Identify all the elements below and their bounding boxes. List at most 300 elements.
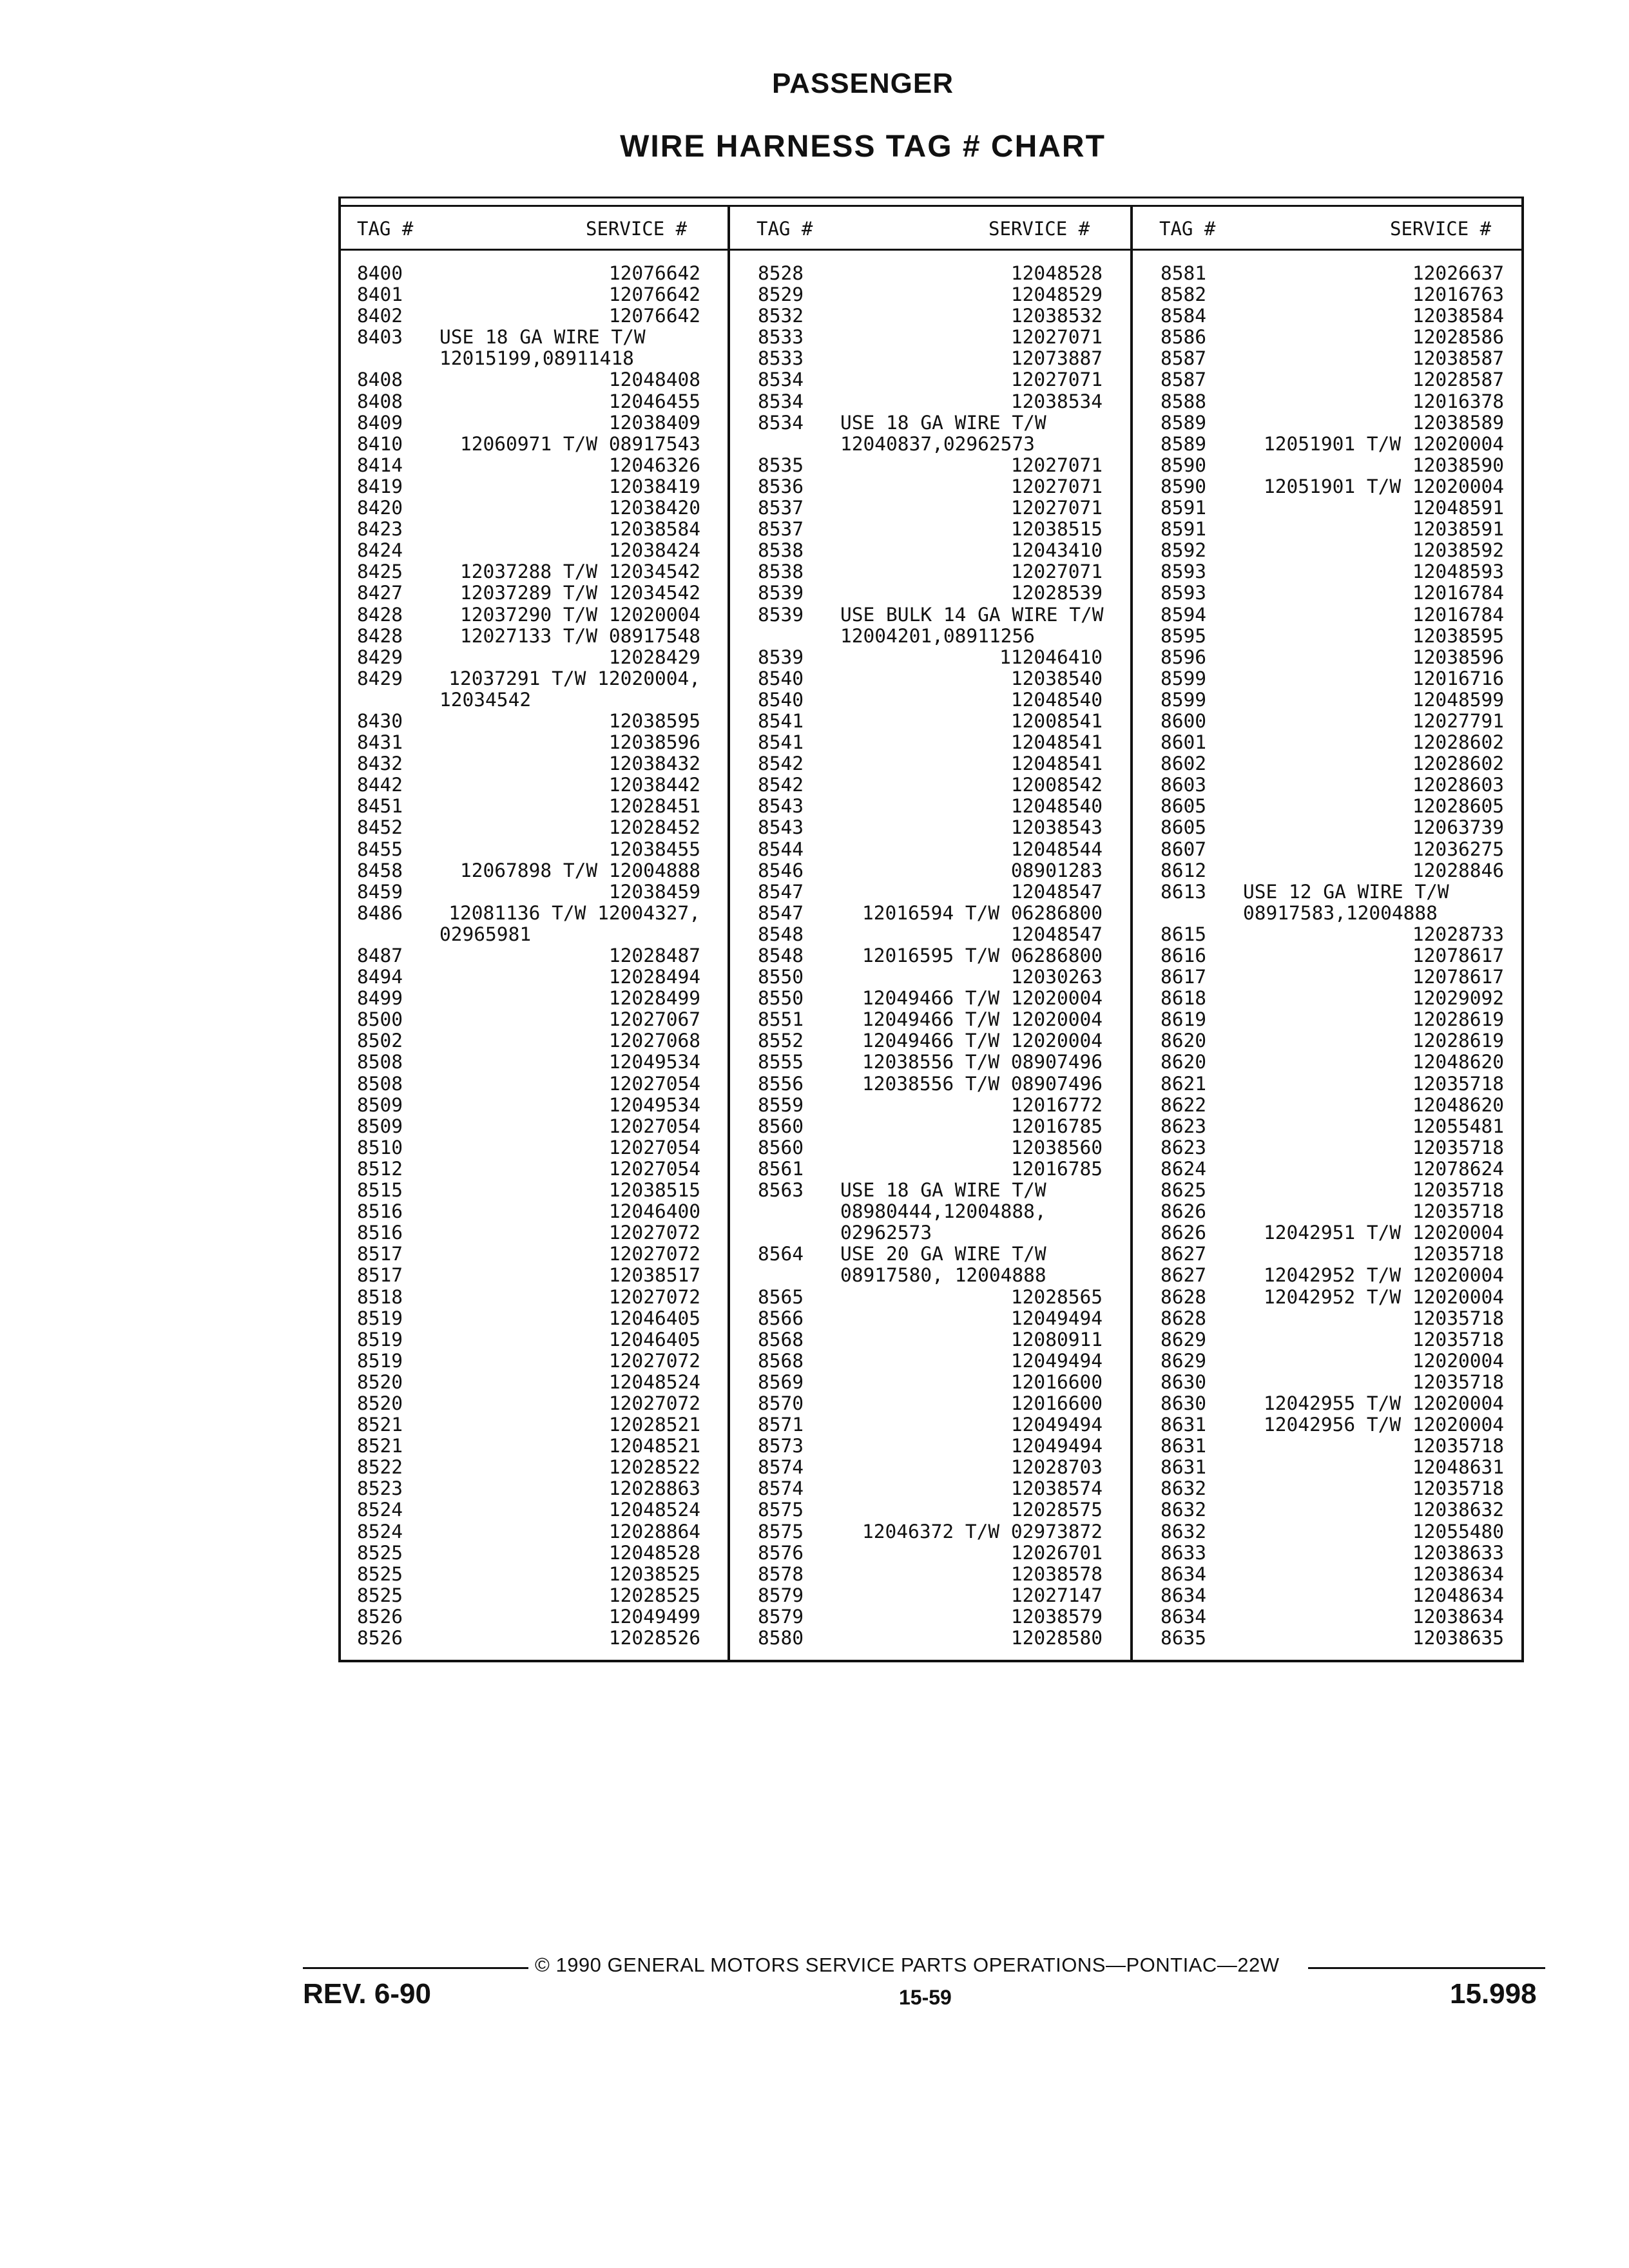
tag-number: 8612 [1161, 859, 1207, 881]
tag-number: 8451 [357, 795, 403, 818]
service-number: 12048631 [1412, 1456, 1504, 1479]
table-row [758, 924, 1103, 945]
table-row [1161, 1457, 1504, 1478]
table-row [357, 1052, 700, 1073]
tag-number: 8550 [758, 987, 804, 1010]
tag-number: 8409 [357, 411, 403, 434]
tag-number: 8596 [1161, 646, 1207, 668]
table-row [758, 1393, 1103, 1414]
tag-number: 8519 [357, 1328, 403, 1350]
table-row [1161, 284, 1504, 305]
table-row [758, 796, 1103, 817]
service-number: 12038556 T/W 08907496 [862, 1072, 1103, 1095]
tag-number: 8581 [1161, 262, 1207, 284]
tag-number: 8539 [758, 603, 804, 626]
tag-number: 8455 [357, 838, 403, 860]
service-number: 12046405 [608, 1328, 700, 1350]
table-row [1161, 1393, 1504, 1414]
tag-chart-table [338, 197, 1524, 1662]
service-number: 12051901 T/W 12020004 [1264, 475, 1504, 497]
service-number: 12026637 [1412, 262, 1504, 284]
service-number: 12028603 [1412, 774, 1504, 796]
service-number: 12038543 [1010, 816, 1103, 839]
service-number: 12048524 [608, 1370, 700, 1393]
table-row [1161, 1478, 1504, 1499]
tag-number: 8631 [1161, 1414, 1207, 1436]
table-row [357, 1628, 700, 1649]
service-number: 12049534 [608, 1051, 700, 1073]
tag-number: 8534 [758, 411, 804, 434]
tag-number: 8594 [1161, 603, 1207, 626]
tag-number: 8516 [357, 1222, 403, 1244]
service-number: 12063739 [1412, 816, 1504, 839]
service-number: 12027054 [608, 1157, 700, 1180]
tag-number: 8560 [758, 1136, 804, 1158]
table-row [357, 1158, 700, 1180]
service-number: 12048529 [1010, 284, 1103, 306]
service-number: 12049466 T/W 12020004 [862, 1008, 1103, 1031]
service-number: 12076642 [608, 305, 700, 327]
service-number: 12038634 [1412, 1562, 1504, 1585]
service-number: 02962573 [840, 1222, 932, 1244]
tag-number: 8602 [1161, 753, 1207, 775]
service-number: 12048528 [1010, 262, 1103, 284]
table-row [357, 924, 700, 945]
table-row [357, 582, 700, 604]
tag-number: 8582 [1161, 284, 1207, 306]
service-number: 12048541 [1010, 753, 1103, 775]
table-row [357, 647, 700, 668]
table-row [758, 1222, 1103, 1244]
table-row [758, 1180, 1103, 1201]
tag-number: 8571 [758, 1414, 804, 1436]
service-number: 12028494 [608, 966, 700, 988]
table-row [758, 582, 1103, 604]
service-number: 12048547 [1010, 923, 1103, 945]
table-row [357, 284, 700, 305]
table-row [1161, 988, 1504, 1009]
tag-number: 8600 [1161, 709, 1207, 732]
tag-number: 8526 [357, 1627, 403, 1649]
service-number: 12046372 T/W 02973872 [862, 1520, 1103, 1542]
service-number: 12028733 [1412, 923, 1504, 945]
service-number: 12078624 [1412, 1157, 1504, 1180]
table-row [1161, 604, 1504, 626]
tag-number: 8427 [357, 582, 403, 604]
service-number: 12042951 T/W 12020004 [1264, 1222, 1504, 1244]
service-number: 12028863 [608, 1477, 700, 1500]
service-number: 12035718 [1412, 1136, 1504, 1158]
tag-number: 8459 [357, 880, 403, 903]
table-row [758, 1265, 1103, 1286]
tag-number: 8458 [357, 859, 403, 881]
service-number: 12028452 [608, 816, 700, 839]
tag-number: 8573 [758, 1435, 804, 1457]
table-row [1161, 1222, 1504, 1244]
tag-number: 8500 [357, 1008, 403, 1031]
table-row [1161, 1158, 1504, 1180]
service-number: 12038442 [608, 774, 700, 796]
table-row [357, 689, 700, 711]
service-number: 12038534 [1010, 390, 1103, 412]
table-row [1161, 647, 1504, 668]
service-number: 08917583,12004888 [1243, 901, 1438, 924]
table-row [357, 1073, 700, 1095]
tag-number: 8408 [357, 390, 403, 412]
service-number: 12073887 [1010, 347, 1103, 370]
table-row [357, 434, 700, 455]
col3-tag-header: TAG # [1159, 218, 1216, 240]
service-number: 12078617 [1412, 966, 1504, 988]
service-number: 12035718 [1412, 1477, 1504, 1500]
tag-number: 8546 [758, 859, 804, 881]
service-number: 12049494 [1010, 1414, 1103, 1436]
table-row [758, 1585, 1103, 1606]
tag-number: 8568 [758, 1328, 804, 1350]
tag-number: 8524 [357, 1499, 403, 1521]
tag-number: 8403 [357, 326, 403, 349]
service-number: 12016600 [1010, 1370, 1103, 1393]
service-number: 12042952 T/W 12020004 [1264, 1285, 1504, 1308]
service-number: USE 20 GA WIRE T/W [840, 1243, 1046, 1265]
service-number: 12038515 [608, 1179, 700, 1202]
table-row [357, 626, 700, 647]
service-number: USE BULK 14 GA WIRE T/W [840, 603, 1104, 626]
tag-number: 8625 [1161, 1179, 1207, 1202]
tag-number: 8550 [758, 966, 804, 988]
tag-number: 8419 [357, 475, 403, 497]
service-number: 12049466 T/W 12020004 [862, 1030, 1103, 1052]
service-number: 12038632 [1412, 1499, 1504, 1521]
tag-number: 8555 [758, 1051, 804, 1073]
col2-service-header: SERVICE # [988, 218, 1090, 240]
table-row [357, 1009, 700, 1030]
tag-number: 8428 [357, 624, 403, 647]
service-number: 12020004 [1412, 1349, 1504, 1372]
table-row [357, 604, 700, 626]
tag-number: 8430 [357, 709, 403, 732]
table-row [1161, 1030, 1504, 1052]
table-row [357, 966, 700, 988]
table-row [1161, 497, 1504, 519]
service-number: 12042956 T/W 12020004 [1264, 1414, 1504, 1436]
service-number: 12028605 [1412, 795, 1504, 818]
service-number: 12048408 [608, 369, 700, 391]
table-row [1161, 1201, 1504, 1222]
tag-number: 8452 [357, 816, 403, 839]
table-row [1161, 1009, 1504, 1030]
tag-number: 8620 [1161, 1051, 1207, 1073]
service-number: 12049534 [608, 1093, 700, 1116]
tag-number: 8590 [1161, 454, 1207, 476]
service-number: 12038590 [1412, 454, 1504, 476]
column-divider [1130, 205, 1133, 1660]
table-row [1161, 1521, 1504, 1542]
service-number: 12038540 [1010, 667, 1103, 689]
tag-number: 8619 [1161, 1008, 1207, 1031]
tag-number: 8529 [758, 284, 804, 306]
service-number: 12038517 [608, 1264, 700, 1287]
service-number: 12027133 T/W 08917548 [460, 624, 700, 647]
tag-number: 8578 [758, 1562, 804, 1585]
tag-number: 8630 [1161, 1392, 1207, 1414]
service-number: 12038419 [608, 475, 700, 497]
table-row [1161, 1095, 1504, 1116]
table-row [758, 817, 1103, 838]
table-row [758, 1095, 1103, 1116]
service-number: 12038589 [1412, 411, 1504, 434]
tag-number: 8534 [758, 369, 804, 391]
tag-number: 8524 [357, 1520, 403, 1542]
table-row [1161, 263, 1504, 284]
table-row [357, 1308, 700, 1329]
tag-number: 8548 [758, 945, 804, 966]
service-number: 12027072 [608, 1285, 700, 1308]
table-row [1161, 711, 1504, 732]
table-row [357, 519, 700, 540]
tag-number: 8635 [1161, 1627, 1207, 1649]
table-row [1161, 519, 1504, 540]
tag-number: 8520 [357, 1370, 403, 1393]
table-row [357, 839, 700, 860]
tag-number: 8509 [357, 1093, 403, 1116]
table-row [758, 1030, 1103, 1052]
table-row [758, 391, 1103, 412]
tag-number: 8536 [758, 475, 804, 497]
tag-number: 8569 [758, 1370, 804, 1393]
table-row [357, 1265, 700, 1286]
tag-number: 8537 [758, 497, 804, 519]
table-row [1161, 774, 1504, 796]
service-number: 12028602 [1412, 731, 1504, 754]
tag-number: 8613 [1161, 880, 1207, 903]
service-number: 12038574 [1010, 1477, 1103, 1500]
tag-number: 8593 [1161, 582, 1207, 604]
table-row [357, 391, 700, 412]
table-row [758, 327, 1103, 348]
table-row [758, 305, 1103, 327]
tag-number: 8542 [758, 753, 804, 775]
table-row [357, 1457, 700, 1478]
service-number: 12028429 [608, 646, 700, 668]
table-row [1161, 817, 1504, 838]
tag-number: 8525 [357, 1541, 403, 1564]
service-number: 12027067 [608, 1008, 700, 1031]
service-number: 12037291 T/W 12020004, [448, 667, 700, 689]
table-column-1 [357, 263, 700, 1649]
table-row [357, 881, 700, 903]
tag-number: 8579 [758, 1584, 804, 1606]
tag-number: 8624 [1161, 1157, 1207, 1180]
service-number: 12048521 [608, 1435, 700, 1457]
table-row [1161, 1265, 1504, 1286]
service-number: 12035718 [1412, 1307, 1504, 1329]
tag-number: 8601 [1161, 731, 1207, 754]
service-number: 12027054 [608, 1136, 700, 1158]
table-row [1161, 1329, 1504, 1350]
tag-number: 8429 [357, 646, 403, 668]
tag-number: 8547 [758, 880, 804, 903]
table-row [758, 1244, 1103, 1265]
tag-number: 8548 [758, 923, 804, 945]
service-number: 12016785 [1010, 1115, 1103, 1137]
table-row [357, 412, 700, 434]
tag-number: 8599 [1161, 667, 1207, 689]
table-row [357, 774, 700, 796]
service-number: 08917580, 12004888 [840, 1264, 1046, 1287]
tag-number: 8629 [1161, 1349, 1207, 1372]
service-number: 02965981 [439, 923, 532, 945]
service-number: 12038595 [1412, 624, 1504, 647]
tag-number: 8589 [1161, 432, 1207, 455]
tag-number: 8574 [758, 1456, 804, 1479]
table-row [1161, 753, 1504, 774]
table-row [758, 988, 1103, 1009]
tag-number: 8541 [758, 709, 804, 732]
service-number: 12049466 T/W 12020004 [862, 987, 1103, 1010]
service-number: USE 18 GA WIRE T/W [840, 1179, 1046, 1202]
table-row [758, 412, 1103, 434]
service-number: 12016600 [1010, 1392, 1103, 1414]
service-number: 12027071 [1010, 475, 1103, 497]
service-number: 12016594 T/W 06286800 [862, 901, 1103, 924]
table-row [758, 604, 1103, 626]
tag-number: 8420 [357, 497, 403, 519]
table-row [357, 1244, 700, 1265]
table-row [758, 668, 1103, 689]
table-row [357, 732, 700, 753]
tag-number: 8539 [758, 582, 804, 604]
table-row [357, 1287, 700, 1308]
service-number: 12038525 [608, 1562, 700, 1585]
service-number: 12038420 [608, 497, 700, 519]
table-row [357, 1095, 700, 1116]
service-number: 08901283 [1010, 859, 1103, 881]
table-row [1161, 348, 1504, 369]
tag-number: 8630 [1161, 1370, 1207, 1393]
service-number: 12048541 [1010, 731, 1103, 754]
service-number: 12027791 [1412, 709, 1504, 732]
table-row [758, 1457, 1103, 1478]
tag-number: 8576 [758, 1541, 804, 1564]
tag-number: 8574 [758, 1477, 804, 1500]
service-number: 12038584 [1412, 305, 1504, 327]
tag-number: 8543 [758, 795, 804, 818]
table-row [1161, 839, 1504, 860]
tag-number: 8521 [357, 1435, 403, 1457]
tag-number: 8621 [1161, 1072, 1207, 1095]
service-number: 12028587 [1412, 369, 1504, 391]
table-row [1161, 689, 1504, 711]
table-row [1161, 924, 1504, 945]
service-number: 12008542 [1010, 774, 1103, 796]
service-number: 12038579 [1010, 1605, 1103, 1628]
service-number: 12067898 T/W 12004888 [460, 859, 700, 881]
service-number: 12048591 [1412, 497, 1504, 519]
table-row [758, 455, 1103, 476]
table-row [357, 1521, 700, 1542]
table-row [357, 1478, 700, 1499]
tag-number: 8551 [758, 1008, 804, 1031]
table-row [758, 732, 1103, 753]
service-number: 12038432 [608, 753, 700, 775]
table-row [1161, 1052, 1504, 1073]
service-number: 12038409 [608, 411, 700, 434]
table-row [758, 497, 1103, 519]
table-row [758, 1542, 1103, 1564]
tag-number: 8634 [1161, 1562, 1207, 1585]
service-number: 12038578 [1010, 1562, 1103, 1585]
table-row [357, 1542, 700, 1564]
tag-number: 8528 [758, 262, 804, 284]
service-number: 12046405 [608, 1307, 700, 1329]
tag-number: 8615 [1161, 923, 1207, 945]
service-number: 12049494 [1010, 1307, 1103, 1329]
service-number: USE 18 GA WIRE T/W [439, 326, 646, 349]
service-number: 12038591 [1412, 518, 1504, 541]
table-row [1161, 1542, 1504, 1564]
service-number: 12015199,08911418 [439, 347, 634, 370]
tag-number: 8540 [758, 688, 804, 711]
tag-number: 8538 [758, 561, 804, 583]
service-number: 112046410 [999, 646, 1103, 668]
tag-number: 8593 [1161, 561, 1207, 583]
tag-number: 8568 [758, 1349, 804, 1372]
table-row [1161, 1137, 1504, 1158]
tag-number: 8401 [357, 284, 403, 306]
service-number: 12028525 [608, 1584, 700, 1606]
tag-number: 8526 [357, 1605, 403, 1628]
service-number: 12008541 [1010, 709, 1103, 732]
service-number: 12016378 [1412, 390, 1504, 412]
tag-number: 8556 [758, 1072, 804, 1095]
service-number: 12038634 [1412, 1605, 1504, 1628]
service-number: 12035718 [1412, 1328, 1504, 1350]
table-row [1161, 455, 1504, 476]
table-row [1161, 1350, 1504, 1372]
service-number: 12080911 [1010, 1328, 1103, 1350]
table-row [758, 284, 1103, 305]
table-row [357, 263, 700, 284]
table-row [357, 455, 700, 476]
table-row [1161, 434, 1504, 455]
service-number: 12027072 [608, 1349, 700, 1372]
revision-label: REV. 6-90 [303, 1978, 431, 2010]
tag-number: 8623 [1161, 1115, 1207, 1137]
service-number: 12038584 [608, 518, 700, 541]
tag-number: 8575 [758, 1520, 804, 1542]
table-row [357, 476, 700, 497]
table-row [357, 860, 700, 881]
service-number: 12049499 [608, 1605, 700, 1628]
tag-number: 8605 [1161, 795, 1207, 818]
service-number: 12035718 [1412, 1072, 1504, 1095]
tag-number: 8494 [357, 966, 403, 988]
tag-number: 8410 [357, 432, 403, 455]
table-row [357, 348, 700, 369]
service-number: 12043410 [1010, 539, 1103, 562]
tag-number: 8532 [758, 305, 804, 327]
service-number: 12038596 [1412, 646, 1504, 668]
service-number: 12035718 [1412, 1435, 1504, 1457]
service-number: 12076642 [608, 284, 700, 306]
service-number: 12037290 T/W 12020004 [460, 603, 700, 626]
table-row [357, 305, 700, 327]
tag-number: 8424 [357, 539, 403, 562]
tag-number: 8544 [758, 838, 804, 860]
service-number: 12038532 [1010, 305, 1103, 327]
tag-number: 8408 [357, 369, 403, 391]
